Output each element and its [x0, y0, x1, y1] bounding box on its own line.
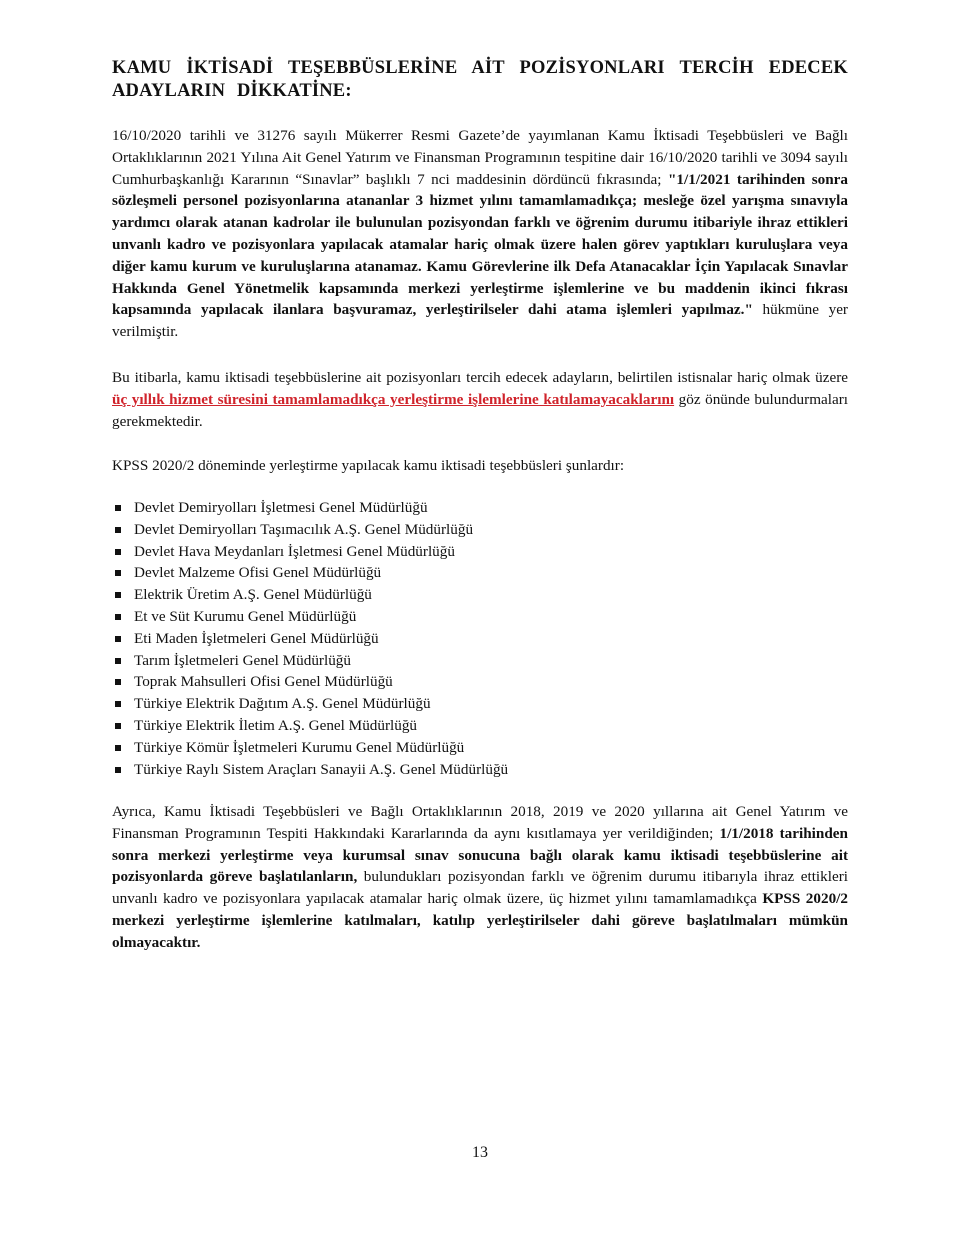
bullet-icon	[115, 767, 121, 773]
bullet-icon	[115, 723, 121, 729]
paragraph-warning	[112, 367, 848, 432]
paragraph-additional-bold2: KPSS 2020/2 merkezi yerleştirme işlemlerine katılmaları, katılıp yerleştirilseler dahi göreve başlatılmaları mümkün olmayacaktır.	[112, 890, 848, 951]
list-item	[112, 759, 508, 781]
paragraph-decree	[112, 125, 848, 343]
list-item	[112, 497, 508, 519]
list-item	[112, 562, 508, 584]
bullet-icon	[115, 505, 121, 511]
list-item	[112, 737, 508, 759]
list-item	[112, 584, 508, 606]
warning-highlight: üç yıllık hizmet süresini tamamlamadıkça yerleştirme işlemlerine katılamayacaklarını	[112, 390, 675, 408]
bullet-icon	[115, 745, 121, 751]
list-item	[112, 650, 508, 672]
list-item	[112, 519, 508, 541]
list-item-label: Devlet Demiryolları Taşımacılık A.Ş. Genel Müdürlüğü	[134, 520, 474, 538]
paragraph-list-intro: KPSS 2020/2 döneminde yerleştirme yapılacak kamu iktisadi teşebbüsleri şunlardır:	[112, 457, 625, 474]
list-item	[112, 628, 508, 650]
list-item-label: Tarım İşletmeleri Genel Müdürlüğü	[134, 651, 351, 669]
bullet-icon	[115, 527, 121, 533]
list-item-label: Devlet Malzeme Ofisi Genel Müdürlüğü	[134, 564, 382, 582]
bullet-icon	[115, 570, 121, 576]
paragraph-decree-intro: 16/10/2020 tarihli ve 31276 sayılı Mükerrer Resmi Gazete’de yayımlanan Kamu İktisadi Teşebbüsleri ve Bağlı Ortaklıklarının 2021 Yılına Ait Genel Yatırım ve Finansman Programının tespitine dair 16/10/2020 tarihli ve 3094 sayılı Cumhurbaşkanlığı Kararının “Sınavlar” başlıklı 7 nci maddesinin dördüncü fıkrasında;	[112, 127, 848, 188]
list-item-label: Eti Maden İşletmeleri Genel Müdürlüğü	[134, 629, 379, 647]
list-item-label: Devlet Demiryolları İşletmesi Genel Müdürlüğü	[134, 499, 428, 516]
paragraph-additional	[112, 801, 848, 954]
paragraph-decree-tail: hükmüne yer verilmiştir.	[112, 301, 848, 341]
paragraph-additional-intro: Ayrıca, Kamu İktisadi Teşebbüsleri ve Bağlı Ortaklıklarının 2018, 2019 ve 2020 yıllarına ait Genel Yatırım ve Finansman Programının Tespiti Hakkındaki Kararlarında da aynı kısıtlamaya yer verildiğinden;	[112, 803, 848, 842]
paragraph-warning-before: Bu itibarla, kamu iktisadi teşebbüslerine ait pozisyonları tercih edecek adayların, belirtilen istisnalar hariç olmak üzere	[112, 369, 848, 386]
list-item-label: Türkiye Elektrik İletim A.Ş. Genel Müdürlüğü	[134, 716, 418, 734]
paragraph-additional-bold1: 1/1/2018 tarihinden sonra merkezi yerleştirme veya kurumsal sınav sonucuna bağlı olarak kamu iktisadi teşebbüslerine ait pozisyonlarda göreve başlatılanların,	[112, 824, 848, 886]
bullet-icon	[115, 592, 121, 598]
bullet-icon	[115, 679, 121, 685]
paragraph-additional-mid: bulundukları pozisyondan farklı ve öğrenim durumu itibarıyla ihraz ettikleri unvanlı kadro ve pozisyonlara yapılacak atamalar hariç olmak üzere, üç hizmet yılını tamamlamadıkça	[112, 868, 848, 908]
bullet-icon	[115, 701, 121, 707]
list-item-label: Türkiye Kömür İşletmeleri Kurumu Genel Müdürlüğü	[134, 738, 465, 756]
list-item-label: Toprak Mahsulleri Ofisi Genel Müdürlüğü	[134, 673, 393, 691]
list-item	[112, 606, 508, 628]
list-item-label: Et ve Süt Kurumu Genel Müdürlüğü	[134, 607, 357, 625]
page-number: 13	[472, 1144, 488, 1161]
bullet-icon	[115, 614, 121, 620]
bullet-icon	[115, 636, 121, 642]
list-item	[112, 671, 508, 693]
list-item	[112, 693, 508, 715]
list-item	[112, 541, 508, 563]
list-item-label: Elektrik Üretim A.Ş. Genel Müdürlüğü	[134, 586, 372, 604]
bullet-icon	[115, 549, 121, 555]
institution-list	[112, 497, 508, 780]
paragraph-decree-quote: "1/1/2021 tarihinden sonra sözleşmeli personel pozisyonlarına atananlar 3 hizmet yılını tamamlamadıkça; mesleğe özel yarışma sınavıyla yardımcı olarak atanan kadrolar ile bulunulan pozisyondan farklı ve öğrenim durumu itibariyle ihraz ettikleri unvanlı kadro ve pozisyonlara yapılacak atamalar hariç olmak üzere halen görev yaptıkları kuruluşlara veya diğer kamu kurum ve kuruluşlarına atanamaz. Kamu Görevlerine ilk Defa Atanacaklar İçin Yapılacak Sınavlar Hakkında Genel Yönetmelik kapsamında merkezi yerleştirme işlemlerine ve bu maddenin ikinci fıkrası kapsamında yapılacak ilanlara başvuramaz, yerleştirilseler dahi atama işlemleri yapılmaz."	[112, 170, 849, 319]
bullet-icon	[115, 658, 121, 664]
document-title: KAMU İKTİSADİ TEŞEBBÜSLERİNE AİT POZİSYONLARI TERCİH EDECEK ADAYLARIN DİKKATİNE:	[112, 58, 848, 101]
list-item-label: Türkiye Raylı Sistem Araçları Sanayii A.Ş. Genel Müdürlüğü	[134, 760, 509, 778]
list-item	[112, 715, 508, 737]
paragraph-warning-after: göz önünde bulundurmaları gerekmektedir.	[112, 390, 848, 430]
list-item-label: Türkiye Elektrik Dağıtım A.Ş. Genel Müdürlüğü	[134, 695, 431, 713]
list-item-label: Devlet Hava Meydanları İşletmesi Genel Müdürlüğü	[134, 542, 455, 560]
